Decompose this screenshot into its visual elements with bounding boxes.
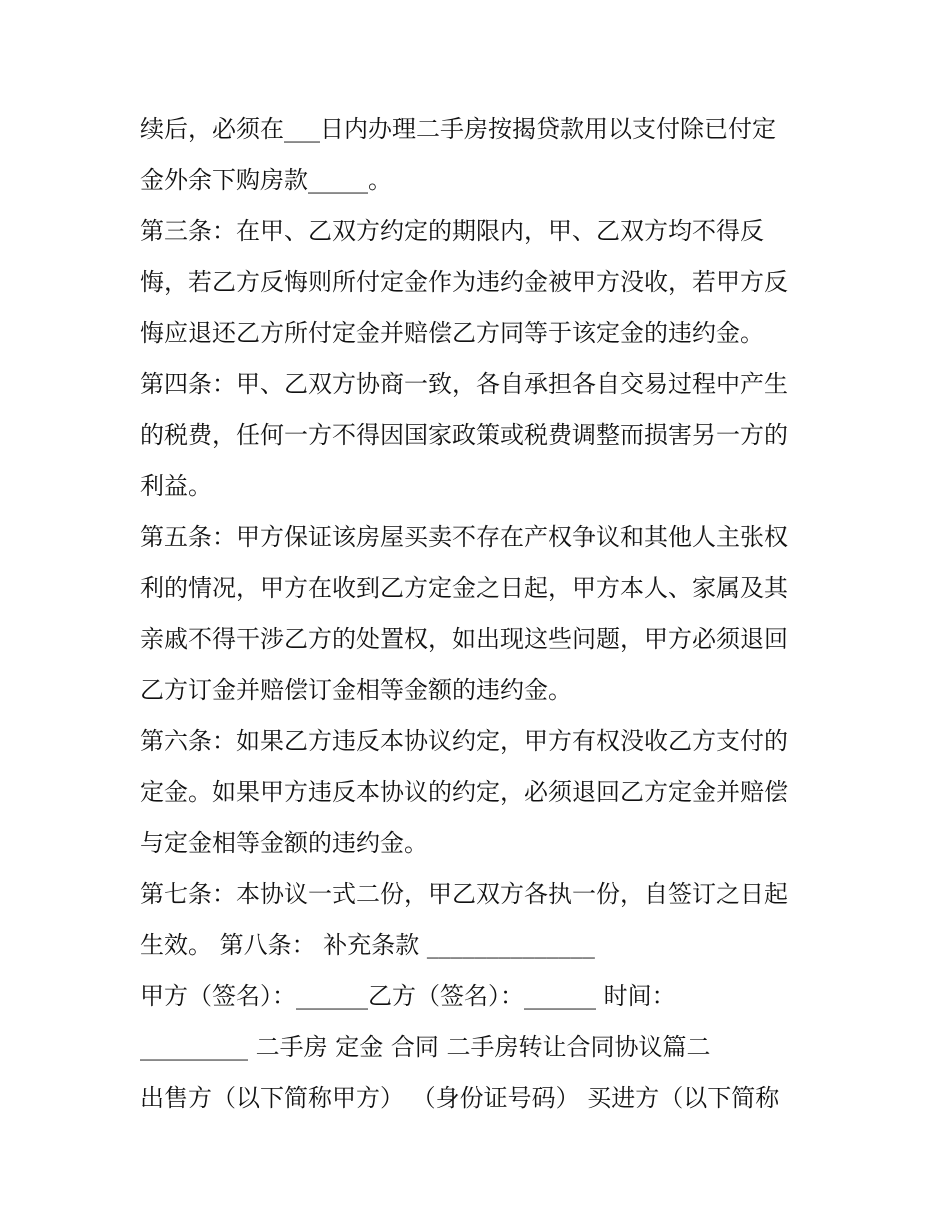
- text-line: 第三条：在甲、乙双方约定的期限内，甲、乙双方均不得反: [140, 217, 764, 245]
- text-line: 生效。 第八条： 补充条款 ______________: [140, 931, 595, 959]
- text-line: 第五条：甲方保证该房屋买卖不存在产权争议和其他人主张权: [140, 523, 788, 551]
- text-line: 与定金相等金额的违约金。: [140, 829, 428, 857]
- text-line: 续后，必须在___日内办理二手房按揭贷款用以支付除已付定: [140, 115, 776, 143]
- text-line: 定金。如果甲方违反本协议的约定，必须退回乙方定金并赔偿: [140, 778, 788, 806]
- text-line: 第四条：甲、乙双方协商一致，各自承担各自交易过程中产生: [140, 370, 788, 398]
- text-line: 利的情况，甲方在收到乙方定金之日起，甲方本人、家属及其: [140, 574, 788, 602]
- text-line: 第七条：本协议一式二份，甲乙双方各执一份，自签订之日起: [140, 880, 788, 908]
- text-line: 金外余下购房款_____。: [140, 166, 392, 194]
- text-line: 出售方（以下简称甲方） （身份证号码） 买进方（以下简称: [140, 1084, 780, 1112]
- text-line: 亲戚不得干涉乙方的处置权，如出现这些问题，甲方必须退回: [140, 625, 788, 653]
- text-line: 悔，若乙方反悔则所付定金作为违约金被甲方没收，若甲方反: [140, 268, 788, 296]
- text-line: 的税费，任何一方不得因国家政策或税费调整而损害另一方的: [140, 421, 788, 449]
- document-body: [140, 104, 820, 1124]
- text-line: _________ 二手房 定金 合同 二手房转让合同协议篇二: [140, 1033, 711, 1061]
- text-line: 乙方订金并赔偿订金相等金额的违约金。: [140, 676, 572, 704]
- text-line: 悔应退还乙方所付定金并赔偿乙方同等于该定金的违约金。: [140, 319, 764, 347]
- text-line: 利益。: [140, 472, 212, 500]
- text-line: 甲方（签名）：______乙方（签名）：______ 时间：: [140, 982, 676, 1010]
- text-line: 第六条：如果乙方违反本协议约定，甲方有权没收乙方支付的: [140, 727, 788, 755]
